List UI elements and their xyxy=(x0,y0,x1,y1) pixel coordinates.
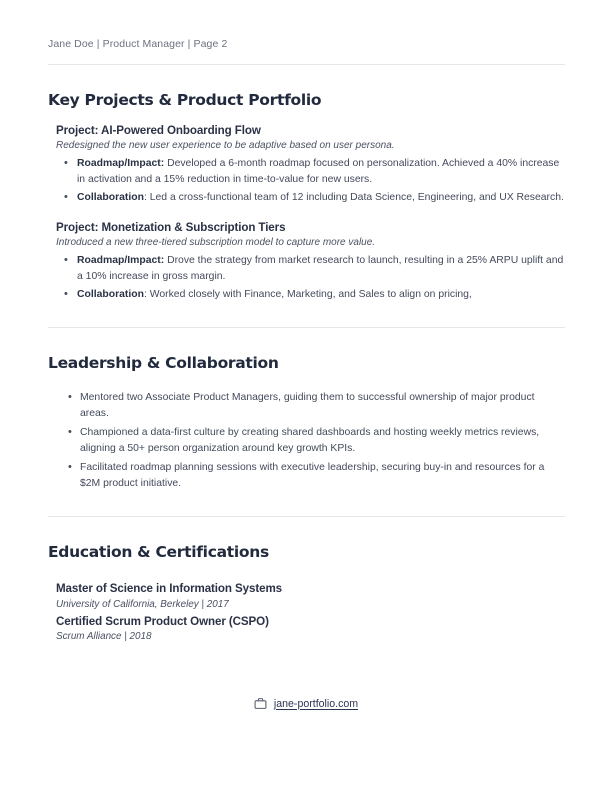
project-bullet xyxy=(56,156,565,188)
bullet-label: Roadmap/Impact: xyxy=(77,158,165,170)
leadership-bullet: • Championed a data-first culture by creating shared dashboards and hosting weekly metrics reviews, aligning a 50+ person organization around key growth KPIs. xyxy=(48,425,565,457)
project-title: Project: Monetization & Subscription Tiers xyxy=(56,220,286,234)
project-entry xyxy=(56,123,565,206)
project-summary: Introduced a new three-tiered subscription model to capture more value. xyxy=(56,237,376,249)
education-detail: University of California, Berkeley | 2017 xyxy=(56,598,229,610)
leadership-bullet-list xyxy=(48,390,565,493)
section-leadership xyxy=(48,328,565,493)
bullet-label: Collaboration xyxy=(77,191,144,203)
portfolio-link[interactable]: jane-portfolio.com xyxy=(273,697,359,710)
bullet-label: Collaboration xyxy=(77,288,144,300)
project-bullet xyxy=(56,190,565,206)
project-bullet-list xyxy=(56,156,565,205)
page-footer xyxy=(0,697,612,710)
education-degree: Master of Science in Information Systems xyxy=(56,582,283,596)
education-degree: Certified Scrum Product Owner (CSPO) xyxy=(56,614,269,628)
education-entry xyxy=(56,581,565,611)
project-bullet xyxy=(56,287,565,303)
education-detail: Scrum Alliance | 2018 xyxy=(56,630,152,642)
bullet-text: Drove the strategy from market research to launch, resulting in a 25% ARPU uplift and a 10% increase in gross margin. xyxy=(77,255,564,283)
bullet-text: : Worked closely with Finance, Marketing, and Sales to align on pricing, xyxy=(143,288,472,300)
education-entry xyxy=(56,614,565,644)
bullet-label: Roadmap/Impact: xyxy=(77,255,165,267)
bullet-text: Developed a 6-month roadmap focused on personalization. Achieved a 40% increase in activation and a 15% reduction in time-to-value for new users. xyxy=(77,158,560,186)
leadership-bullet: • Mentored two Associate Product Managers, guiding them to successful ownership of major product areas. xyxy=(48,390,565,422)
page-content xyxy=(48,0,565,644)
leadership-bullet: • Facilitated roadmap planning sessions with executive leadership, securing buy-in and resources for a $2M product initiative. xyxy=(48,460,565,492)
section-title-leadership: Leadership & Collaboration xyxy=(48,353,279,372)
education-list xyxy=(56,581,565,643)
section-education xyxy=(48,517,565,643)
section-key-projects xyxy=(48,65,565,303)
bullet-text: : Led a cross-functional team of 12 including Data Science, Engineering, and UX Research. xyxy=(143,191,564,203)
section-title-education: Education & Certifications xyxy=(48,543,269,562)
section-title-key-projects: Key Projects & Product Portfolio xyxy=(48,90,322,109)
running-header: Jane Doe | Product Manager | Page 2 xyxy=(48,38,228,50)
project-title: Project: AI-Powered Onboarding Flow xyxy=(56,123,261,137)
project-summary: Redesigned the new user experience to be adaptive based on user persona. xyxy=(56,140,395,152)
briefcase-icon xyxy=(254,697,267,710)
project-entry xyxy=(56,220,565,303)
project-bullet xyxy=(56,253,565,285)
project-bullet-list xyxy=(56,253,565,302)
